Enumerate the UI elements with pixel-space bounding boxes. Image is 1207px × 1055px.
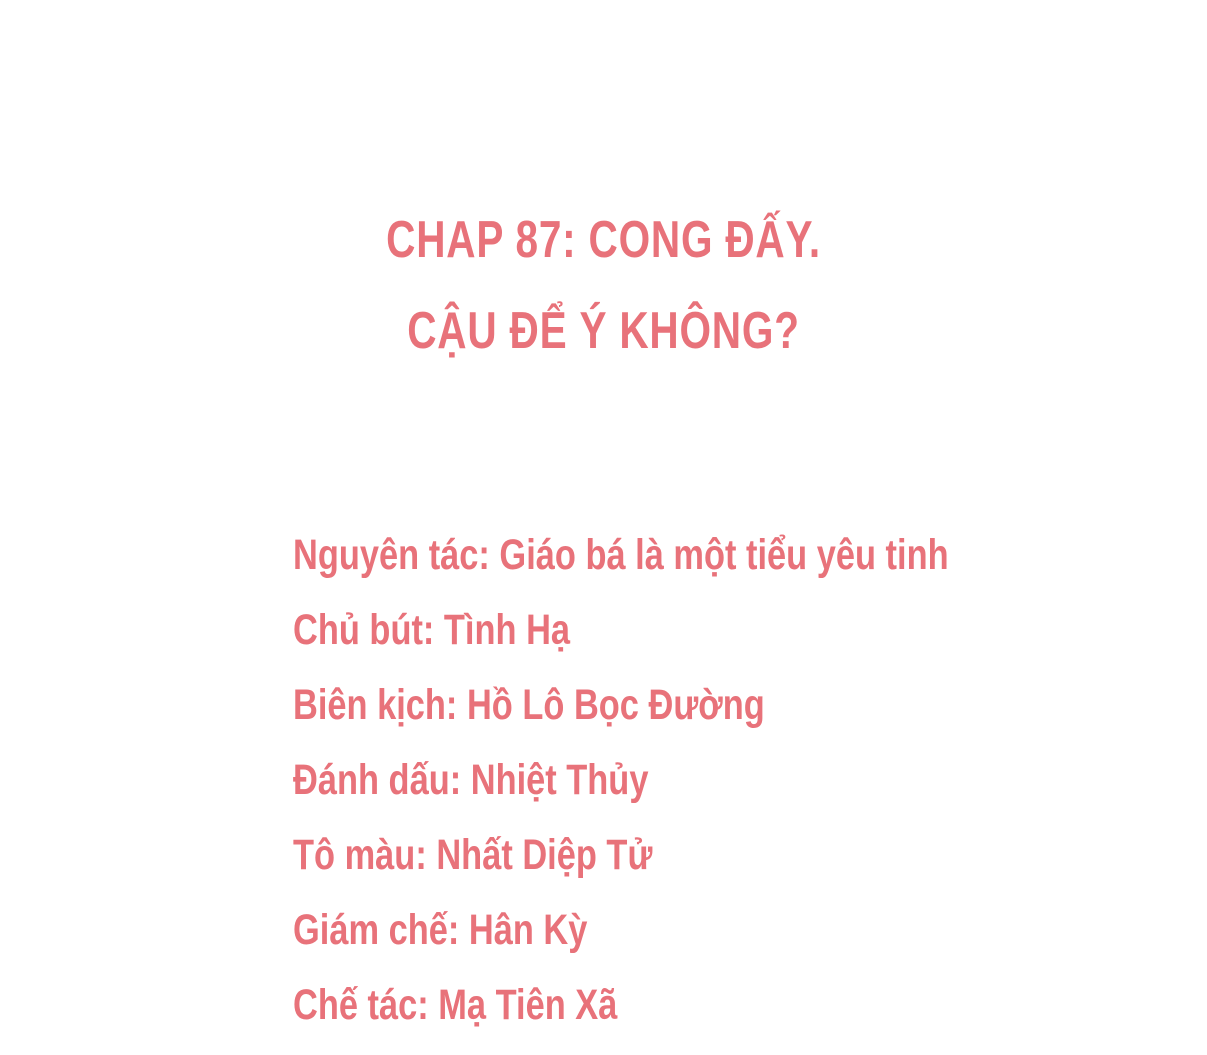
credit-scriptwriter: Biên kịch: Hồ Lô Bọc Đường <box>293 681 765 729</box>
credit-lead-artist: Chủ bút: Tình Hạ <box>293 606 571 654</box>
chapter-title-line-2: CẬU ĐỂ Ý KHÔNG? <box>407 302 800 360</box>
chapter-title-line-1: CHAP 87: CONG ĐẤY. <box>386 211 821 269</box>
credit-supervisor: Giám chế: Hân Kỳ <box>293 906 588 954</box>
credit-production: Chế tác: Mạ Tiên Xã <box>293 981 618 1029</box>
credit-coloring: Tô màu: Nhất Diệp Tử <box>293 831 653 879</box>
credit-original-work: Nguyên tác: Giáo bá là một tiểu yêu tinh <box>293 531 949 579</box>
credits-list <box>293 530 1193 1055</box>
credit-marking: Đánh dấu: Nhiệt Thủy <box>293 756 649 804</box>
